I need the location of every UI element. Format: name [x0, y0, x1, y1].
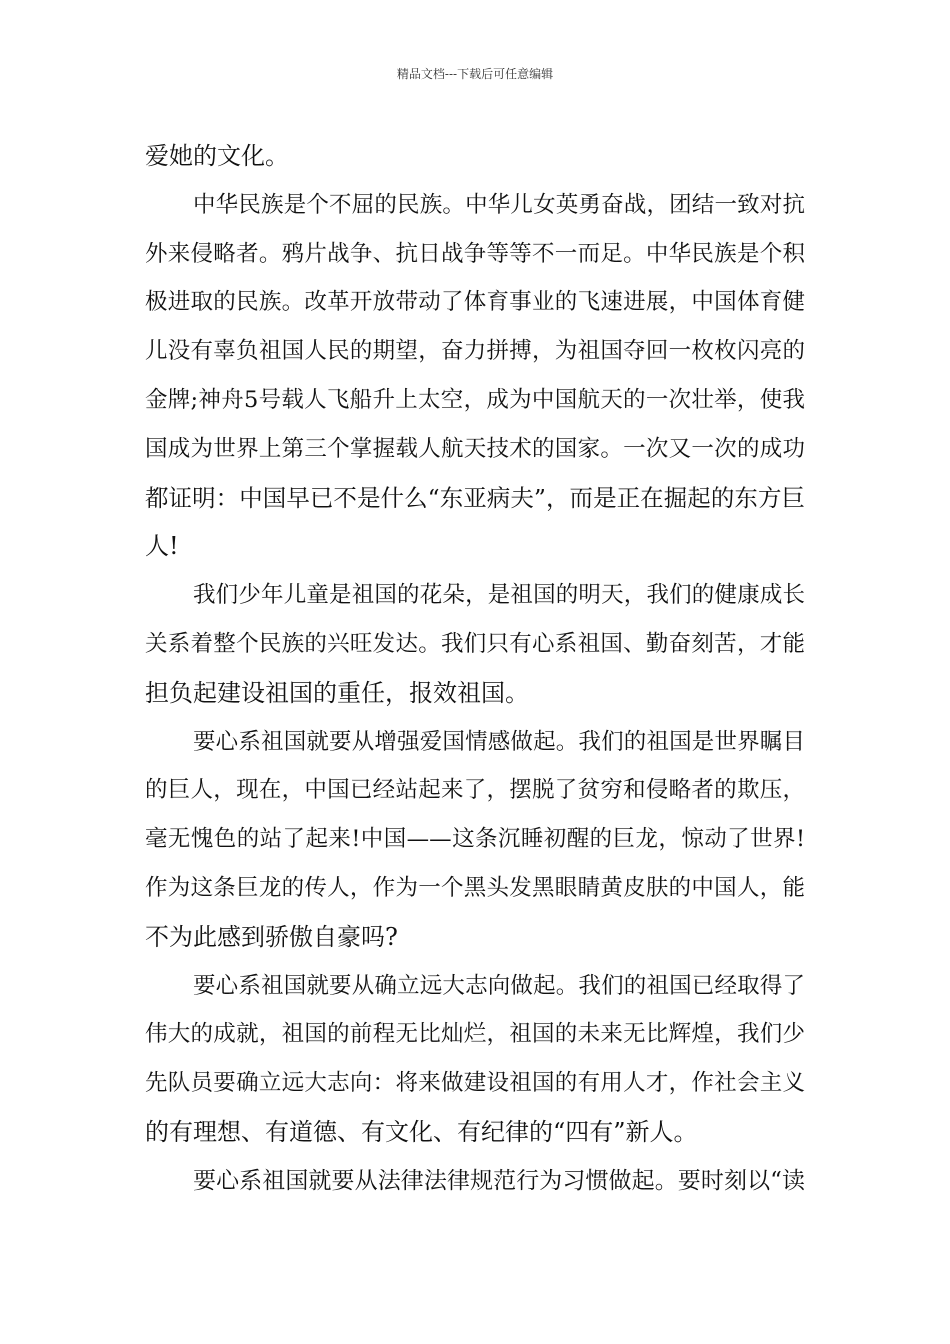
text-line: 毫无愧色的站了起来!中国——这条沉睡初醒的巨龙，惊动了世界! [145, 826, 805, 853]
text-line: 担负起建设祖国的重任，报效祖国。 [145, 678, 529, 707]
text-line: 伟大的成就，祖国的前程无比灿烂，祖国的未来无比辉煌，我们少 [145, 1021, 805, 1048]
text-line: 金牌;神舟5号载人飞船升上太空，成为中国航天的一次壮举，使我 [145, 386, 805, 413]
text-line: 的有理想、有道德、有文化、有纪律的“四有”新人。 [145, 1117, 698, 1146]
text-line: 要心系祖国就要从法律法律规范行为习惯做起。要时刻以“读 [193, 1167, 805, 1194]
text-line: 的巨人，现在，中国已经站起来了，摆脱了贫穷和侵略者的欺压， [145, 777, 805, 804]
text-line: 作为这条巨龙的传人，作为一个黑头发黑眼睛黄皮肤的中国人，能 [145, 874, 805, 901]
text-line: 不为此感到骄傲自豪吗? [145, 922, 398, 951]
text-line: 极进取的民族。改革开放带动了体育事业的飞速进展，中国体育健 [145, 289, 805, 316]
text-line: 我们少年儿童是祖国的花朵，是祖国的明天，我们的健康成长 [193, 582, 805, 609]
text-line: 关系着整个民族的兴旺发达。我们只有心系祖国、勤奋刻苦，才能 [145, 630, 805, 657]
page-header: 精品文档---下载后可任意编辑 [396, 67, 554, 81]
text-line: 国成为世界上第三个掌握载人航天技术的国家。一次又一次的成功 [145, 435, 805, 462]
text-line: 中华民族是个不屈的民族。中华儿女英勇奋战，团结一致对抗 [193, 191, 805, 218]
document-body [145, 132, 805, 1206]
text-line: 要心系祖国就要从增强爱国情感做起。我们的祖国是世界瞩目 [193, 728, 805, 755]
text-line: 要心系祖国就要从确立远大志向做起。我们的祖国已经取得了 [193, 972, 805, 999]
text-line: 外来侵略者。鸦片战争、抗日战争等等不一而足。中华民族是个积 [145, 240, 805, 267]
text-line: 爱她的文化。 [145, 142, 289, 170]
text-line: 儿没有辜负祖国人民的期望，奋力拼搏，为祖国夺回一枚枚闪亮的 [145, 338, 805, 365]
text-line: 先队员要确立远大志向：将来做建设祖国的有用人才，作社会主义 [145, 1070, 805, 1097]
text-line: 都证明：中国早已不是什么“东亚病夫”，而是正在掘起的东方巨 [145, 483, 805, 512]
text-line: 人! [145, 532, 179, 561]
